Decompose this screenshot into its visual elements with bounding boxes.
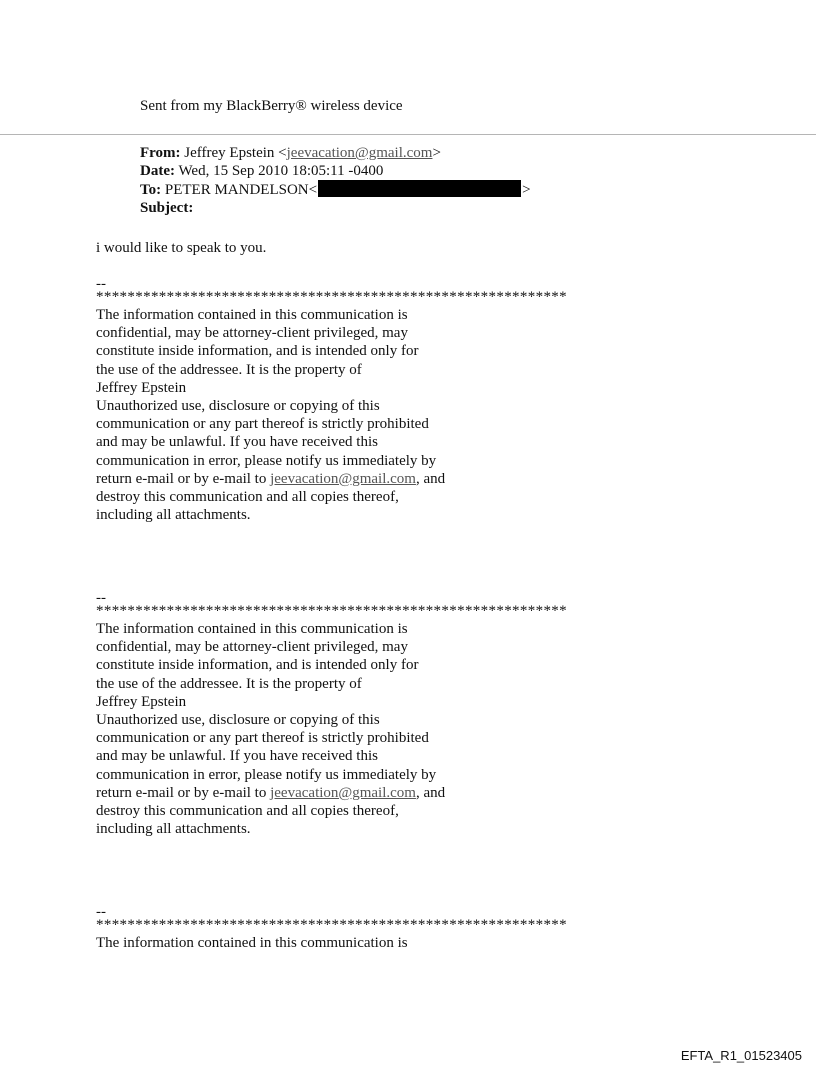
email-link[interactable]: jeevacation@gmail.com <box>270 784 416 801</box>
disclaimer-text-segment: return e-mail or by e-mail to <box>96 470 271 487</box>
from-name: Jeffrey Epstein < <box>184 145 287 161</box>
signature-dashes: -- <box>96 904 106 920</box>
to-close: > <box>522 182 531 198</box>
disclaimer-line: confidential, may be attorney-client privileged, may <box>96 325 408 342</box>
disclaimer-line: communication in error, please notify us immediately by <box>96 766 437 783</box>
to-name: PETER MANDELSON< <box>164 182 318 198</box>
from-row <box>140 145 531 163</box>
disclaimer-line: Jeffrey Epstein <box>96 693 187 710</box>
disclaimer-line: The information contained in this communication is <box>96 621 408 637</box>
disclaimer-text-segment: return e-mail or by e-mail to <box>96 784 271 801</box>
disclaimer-line: and may be unlawful. If you have received this <box>96 434 378 451</box>
signature-dashes: -- <box>96 276 106 292</box>
disclaimer-text-segment: , and <box>415 470 446 487</box>
disclaimer-line: Unauthorized use, disclosure or copying of this <box>96 398 380 415</box>
disclaimer-line: constitute inside information, and is intended only for <box>96 657 419 674</box>
disclaimer-text <box>96 934 567 952</box>
disclaimer-line: Unauthorized use, disclosure or copying of this <box>96 712 380 729</box>
disclaimer-line <box>96 784 567 802</box>
disclaimer-line: constitute inside information, and is intended only for <box>96 343 419 360</box>
disclaimer-line: communication or any part thereof is strictly prohibited <box>96 416 429 433</box>
to-row <box>140 180 531 200</box>
stars-separator: ************************************************************ <box>96 917 567 933</box>
disclaimer-line <box>96 470 567 488</box>
document-id: EFTA_R1_01523405 <box>680 1048 802 1063</box>
email-link[interactable]: jeevacation@gmail.com <box>270 470 416 487</box>
disclaimer-block-3 <box>96 906 567 952</box>
disclaimer-line: and may be unlawful. If you have received this <box>96 748 378 765</box>
disclaimer-line: confidential, may be attorney-client privileged, may <box>96 639 408 656</box>
disclaimer-line: including all attachments. <box>96 821 251 838</box>
disclaimer-text <box>96 306 567 524</box>
subject-label: Subject: <box>140 199 194 216</box>
signature-dashes: -- <box>96 590 106 606</box>
date-row <box>140 163 531 181</box>
from-close: > <box>432 145 441 161</box>
date-value: Wed, 15 Sep 2010 18:05:11 -0400 <box>178 162 384 179</box>
stars-separator: ************************************************************ <box>96 289 567 305</box>
disclaimer-text-segment: , and <box>415 784 446 801</box>
disclaimer-line: The information contained in this communication is <box>96 307 408 323</box>
disclaimer-text <box>96 620 567 838</box>
disclaimer-block-1 <box>96 278 567 524</box>
from-label: From: <box>140 145 181 161</box>
disclaimer-block-2 <box>96 592 567 838</box>
disclaimer-line: the use of the addressee. It is the property of <box>96 675 362 692</box>
message-body: i would like to speak to you. <box>96 240 267 256</box>
disclaimer-line: the use of the addressee. It is the property of <box>96 361 362 378</box>
from-email-link[interactable]: jeevacation@gmail.com <box>286 145 433 161</box>
disclaimer-line: destroy this communication and all copies thereof, <box>96 489 399 506</box>
disclaimer-line: destroy this communication and all copies thereof, <box>96 803 399 820</box>
disclaimer-line: communication or any part thereof is strictly prohibited <box>96 730 429 747</box>
divider <box>0 134 816 135</box>
sent-from-signature: Sent from my BlackBerry® wireless device <box>140 98 403 114</box>
disclaimer-line: The information contained in this communication is <box>96 935 408 951</box>
redaction-box <box>318 180 521 197</box>
disclaimer-line: including all attachments. <box>96 507 251 524</box>
disclaimer-line: Jeffrey Epstein <box>96 379 187 396</box>
to-label: To: <box>140 182 162 198</box>
email-header <box>140 145 531 217</box>
date-label: Date: <box>140 162 175 179</box>
subject-row <box>140 200 531 218</box>
disclaimer-line: communication in error, please notify us immediately by <box>96 452 437 469</box>
stars-separator: ************************************************************ <box>96 603 567 619</box>
